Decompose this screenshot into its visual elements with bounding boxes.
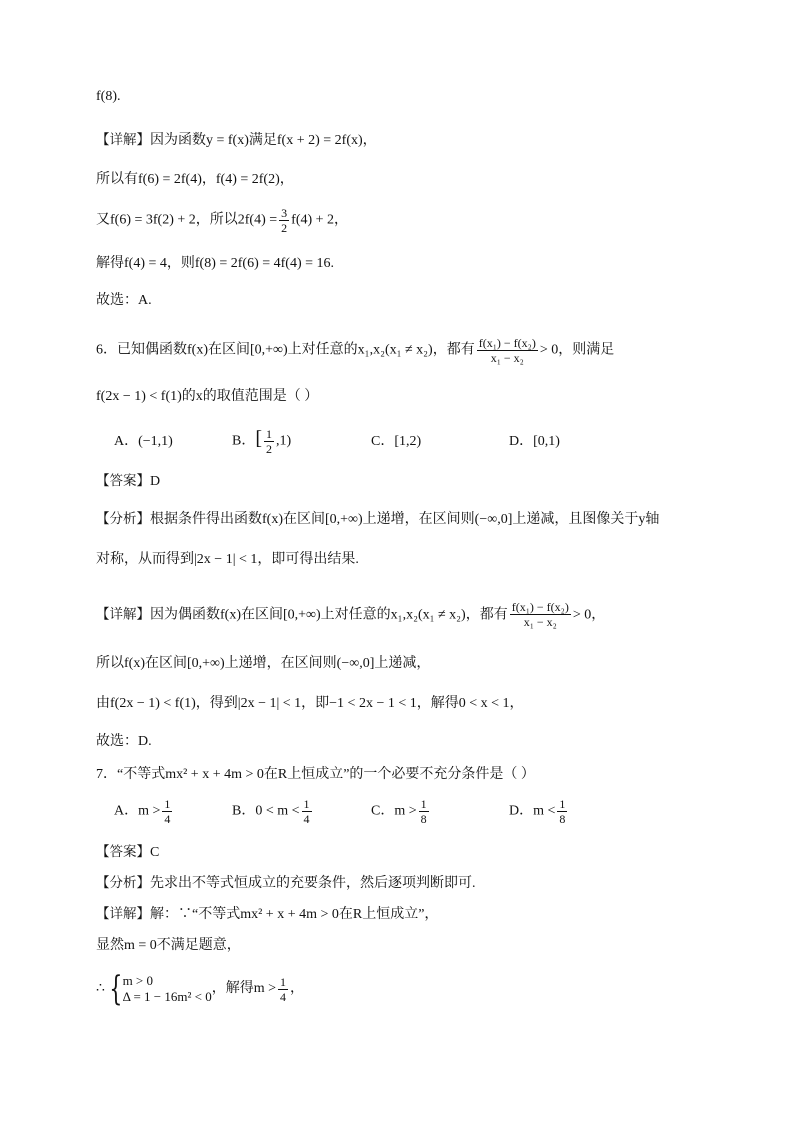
q6-option-b: B．[ $\frac{1}{2}$ ,1) xyxy=(232,427,292,456)
q6-stem-line-2: f(2x − 1) < f(1)的x的取值范围是（ ） xyxy=(96,389,319,404)
q7-answer xyxy=(96,843,159,862)
q7-option-a-fraction xyxy=(162,797,172,826)
q5-detail-line-1 xyxy=(96,131,377,150)
q7-option-d-fraction xyxy=(557,797,567,826)
q7-option-b xyxy=(232,797,314,826)
fraction-numerator: 3 xyxy=(281,206,288,220)
q7-option-d xyxy=(509,797,569,826)
answer-tag: 【答案】 xyxy=(96,844,150,860)
q5-detail-text-3b: f(4) + 2， xyxy=(291,212,349,228)
q7-detail-line-2: 显然m = 0不满足题意， xyxy=(96,938,241,953)
q5-detail-text-1: 因为函数y = f(x)满足f(x + 2) = 2f(x)， xyxy=(150,133,377,148)
q6-analysis-line-2: 对称，从而得到|2x − 1| < 1，即可得出结果. xyxy=(96,552,359,567)
left-brace-icon: { xyxy=(109,969,123,1009)
detail-tag: 【详解】 xyxy=(96,132,150,148)
q7-option-b-label: B．0 < m < xyxy=(232,803,300,819)
system-end-punct: ， xyxy=(290,981,305,997)
inequality-system xyxy=(123,973,212,1005)
therefore-symbol: ∴ xyxy=(96,981,105,997)
q7-option-a xyxy=(114,797,174,826)
fraction-denominator: 4 xyxy=(280,989,287,1004)
q5-tail: f(8). xyxy=(96,89,121,104)
system-after-text: ，解得m > xyxy=(211,981,277,997)
detail-tag: 【详解】 xyxy=(96,606,150,623)
system-line-1: m > 0 xyxy=(122,973,154,988)
analysis-tag: 【分析】 xyxy=(96,511,150,527)
fraction-denominator: 4 xyxy=(303,812,310,826)
system-result-fraction xyxy=(278,975,288,1004)
q7-analysis xyxy=(96,874,476,893)
q6-analysis-line-1 xyxy=(96,510,659,529)
fraction-denominator: 2 xyxy=(281,221,288,235)
fraction-denominator: 8 xyxy=(420,812,427,826)
q7-detail-system xyxy=(96,969,305,1009)
q7-option-d-label: D．m < xyxy=(509,803,556,819)
q6-stem-text-a: 6．已知偶函数f(x)在区间[0,+∞)上对任意的x₁,x₂(x₁ ≠ x₂)，都有 xyxy=(96,342,475,358)
q7-option-c xyxy=(371,797,431,826)
fraction-three-halves xyxy=(279,206,289,235)
q7-option-c-fraction xyxy=(419,797,429,826)
q5-conclusion: 故选：A. xyxy=(96,293,152,308)
fraction-numerator: 1 xyxy=(164,797,171,811)
q6-detail-line-3: 由f(2x − 1) < f(1)，得到|2x − 1| < 1，即−1 < 2x − 1 < 1，解得0 < x < 1， xyxy=(96,696,524,711)
q6-answer xyxy=(96,472,160,491)
q7-option-b-fraction xyxy=(302,797,312,826)
q6-detail-text-b: > 0， xyxy=(572,607,606,623)
q6-detail-fraction xyxy=(510,600,571,629)
q6-stem-line-1 xyxy=(96,336,614,365)
fraction-numerator: 1 xyxy=(280,974,287,989)
q5-detail-text-3a: 又f(6) = 3f(2) + 2，所以2f(4) = xyxy=(96,212,278,228)
q6-option-b-fraction xyxy=(264,427,274,456)
q7-detail-text-1: 解：∵“不等式mx² + x + 4m > 0在R上恒成立”， xyxy=(150,907,439,922)
q6-option-d: D．[0,1) xyxy=(509,434,560,449)
q6-detail-text-a: 因为偶函数f(x)在区间[0,+∞)上对任意的x₁,x₂(x₁ ≠ x₂)，都有 xyxy=(150,607,508,623)
q7-detail-line-1 xyxy=(96,905,438,924)
q6-stem-fraction xyxy=(477,336,538,365)
fraction-denominator: 2 xyxy=(266,442,273,456)
q7-option-c-label: C．m > xyxy=(371,803,417,819)
fraction-numerator: f(x₁) − f(x₂) xyxy=(511,600,569,614)
q5-detail-line-3 xyxy=(96,206,348,235)
q5-detail-line-2: 所以有f(6) = 2f(4)，f(4) = 2f(2)， xyxy=(96,172,294,187)
q6-option-c: C．[1,2) xyxy=(371,434,422,449)
q6-detail-line-2: 所以f(x)在区间[0,+∞)上递增，在区间则(−∞,0]上递减， xyxy=(96,656,431,671)
q7-answer-value: C xyxy=(150,845,160,860)
answer-tag: 【答案】 xyxy=(96,473,150,489)
q6-option-b-label: B． xyxy=(232,433,256,449)
fraction-numerator: f(x₁) − f(x₂) xyxy=(478,336,536,350)
fraction-numerator: 1 xyxy=(559,797,566,811)
q6-answer-value: D xyxy=(150,474,161,489)
q7-analysis-text: 先求出不等式恒成立的充要条件，然后逐项判断即可. xyxy=(150,876,476,891)
q6-conclusion: 故选：D. xyxy=(96,734,152,749)
q6-detail-line-1 xyxy=(96,600,605,629)
q6-option-b-tail: ,1) xyxy=(276,433,292,449)
fraction-denominator: x₁ − x₂ xyxy=(523,615,557,629)
fraction-denominator: 8 xyxy=(559,812,566,826)
q6-analysis-text-1: 根据条件得出函数f(x)在区间[0,+∞)上递增，在区间则(−∞,0]上递减，且图像关于y轴 xyxy=(150,512,660,527)
q6-option-a: A．(−1,1) xyxy=(114,434,173,449)
q7-stem: 7．“不等式mx² + x + 4m > 0在R上恒成立”的一个必要不充分条件是（ ） xyxy=(96,767,535,782)
system-line-2: Δ = 1 − 16m² < 0 xyxy=(122,989,212,1004)
fraction-numerator: 1 xyxy=(420,797,427,811)
q7-option-a-label: A．m > xyxy=(114,803,161,819)
fraction-numerator: 1 xyxy=(303,797,310,811)
fraction-denominator: x₁ − x₂ xyxy=(490,351,524,365)
q5-detail-line-4: 解得f(4) = 4，则f(8) = 2f(6) = 4f(4) = 16. xyxy=(96,256,335,271)
q6-stem-text-b: > 0，则满足 xyxy=(539,342,615,358)
fraction-numerator: 1 xyxy=(266,427,273,441)
analysis-tag: 【分析】 xyxy=(96,875,150,891)
fraction-denominator: 4 xyxy=(164,812,171,826)
detail-tag: 【详解】 xyxy=(96,906,150,922)
